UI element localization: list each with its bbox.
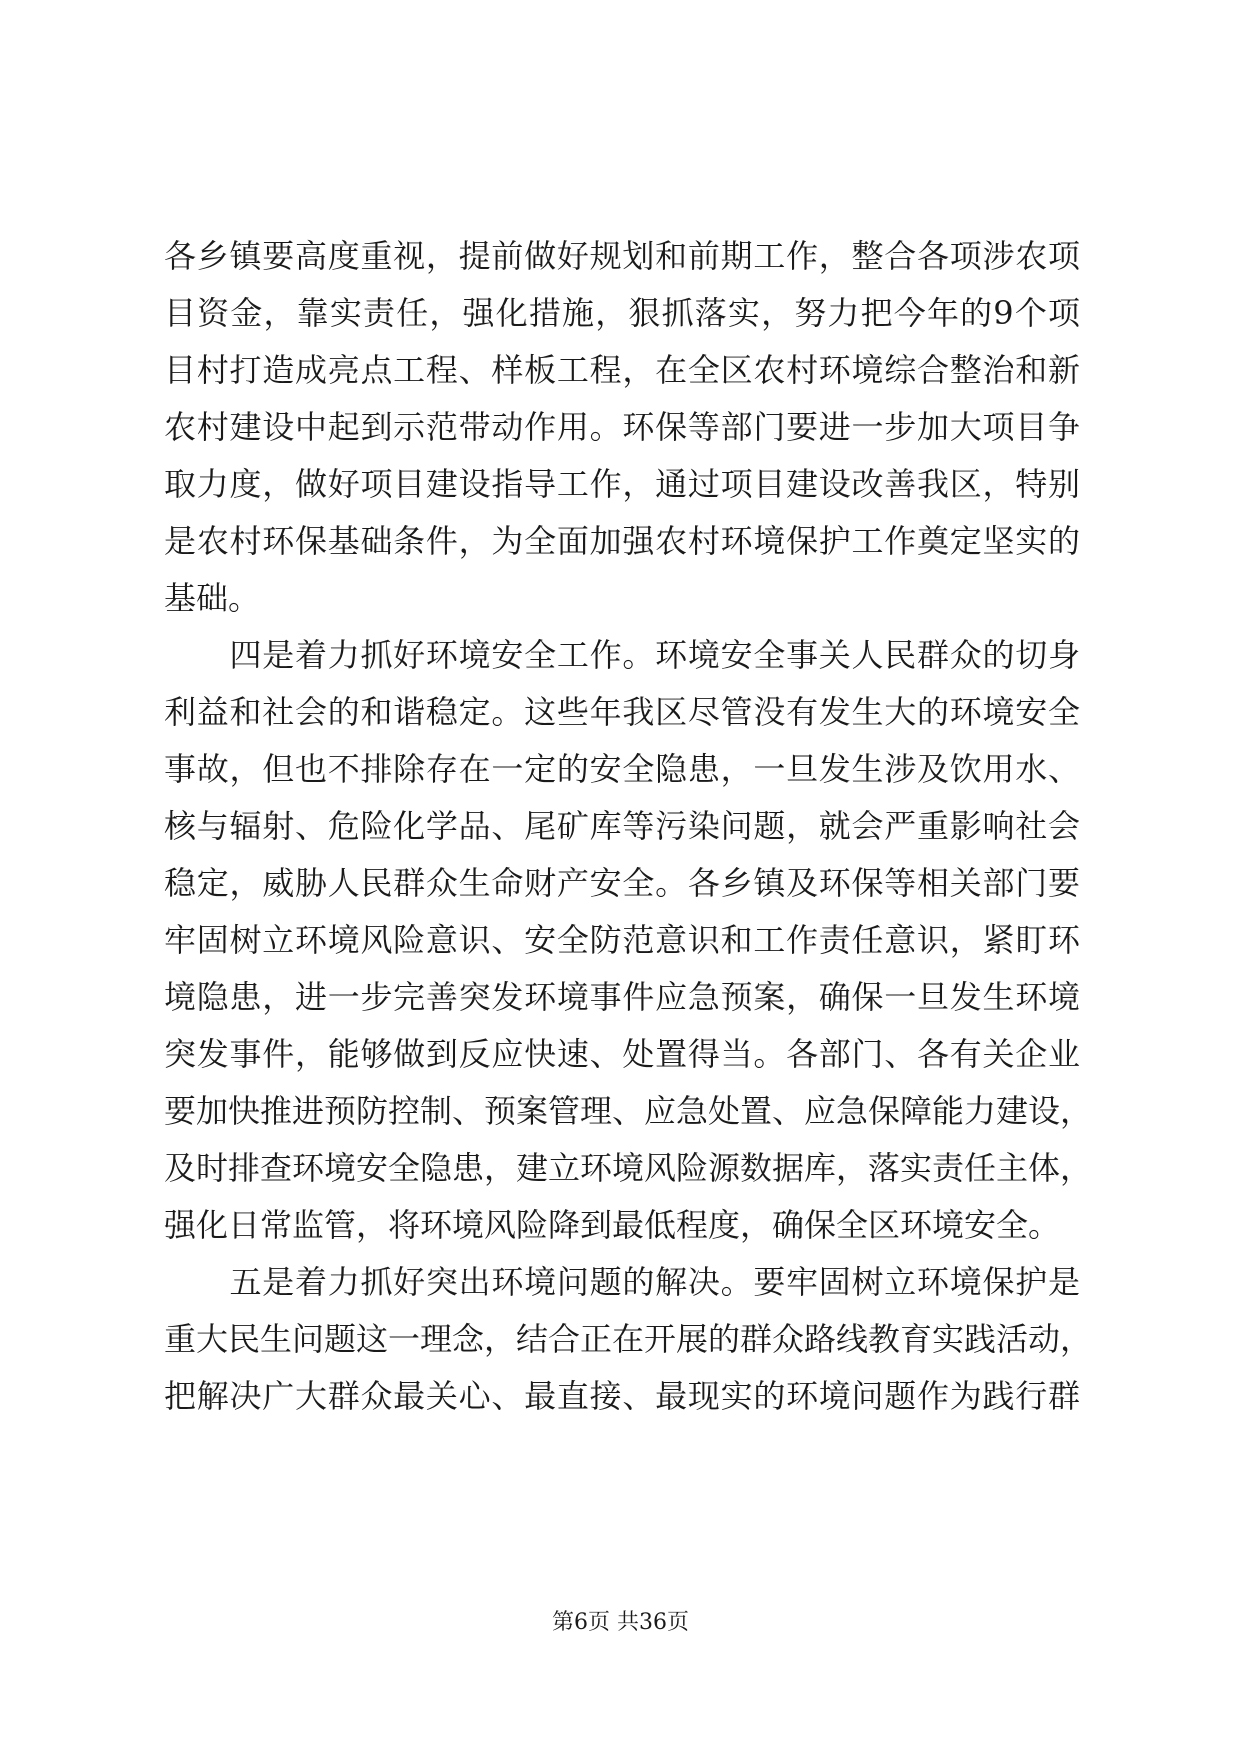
text-line: 四是着力抓好环境安全工作。环境安全事关人民群众的切身: [164, 636, 1080, 674]
paragraph-1: [164, 228, 1080, 627]
text-line: 基础。: [164, 579, 261, 617]
document-body: [164, 228, 1093, 1425]
paragraph-3: [164, 1254, 1093, 1425]
text-line: 及时排查环境安全隐患，建立环境风险源数据库，落实责任主体，: [164, 1149, 1093, 1187]
text-line: 稳定，威胁人民群众生命财产安全。各乡镇及环保等相关部门要: [164, 864, 1080, 902]
text-line: 利益和社会的和谐稳定。这些年我区尽管没有发生大的环境安全: [164, 693, 1080, 731]
text-line: 要加快推进预防控制、预案管理、应急处置、应急保障能力建设，: [164, 1092, 1093, 1130]
text-line: 把解决广大群众最关心、最直接、最现实的环境问题作为践行群: [164, 1377, 1080, 1415]
text-line: 牢固树立环境风险意识、安全防范意识和工作责任意识，紧盯环: [164, 921, 1080, 959]
text-line: 是农村环保基础条件，为全面加强农村环境保护工作奠定坚实的: [164, 522, 1080, 560]
text-line: 各乡镇要高度重视，提前做好规划和前期工作，整合各项涉农项: [164, 237, 1080, 275]
text-line: 核与辐射、危险化学品、尾矿库等污染问题，就会严重影响社会: [164, 807, 1080, 845]
text-line: 事故，但也不排除存在一定的安全隐患，一旦发生涉及饮用水、: [164, 750, 1080, 788]
text-line: 五是着力抓好突出环境问题的解决。要牢固树立环境保护是: [164, 1263, 1080, 1301]
page-number-footer: 第6页 共36页: [552, 1610, 689, 1635]
text-line: 境隐患，进一步完善突发环境事件应急预案，确保一旦发生环境: [164, 978, 1080, 1016]
text-line: 目村打造成亮点工程、样板工程，在全区农村环境综合整治和新: [164, 351, 1080, 389]
text-line: 农村建设中起到示范带动作用。环保等部门要进一步加大项目争: [164, 408, 1080, 446]
text-line: 强化日常监管，将环境风险降到最低程度，确保全区环境安全。: [164, 1206, 1061, 1244]
paragraph-2: [164, 627, 1093, 1254]
text-line: 重大民生问题这一理念，结合正在开展的群众路线教育实践活动，: [164, 1320, 1093, 1358]
text-line: 取力度，做好项目建设指导工作，通过项目建设改善我区，特别: [164, 465, 1080, 503]
text-line: 突发事件，能够做到反应快速、处置得当。各部门、各有关企业: [164, 1035, 1080, 1073]
text-line: 目资金，靠实责任，强化措施，狠抓落实，努力把今年的9个项: [164, 294, 1080, 332]
